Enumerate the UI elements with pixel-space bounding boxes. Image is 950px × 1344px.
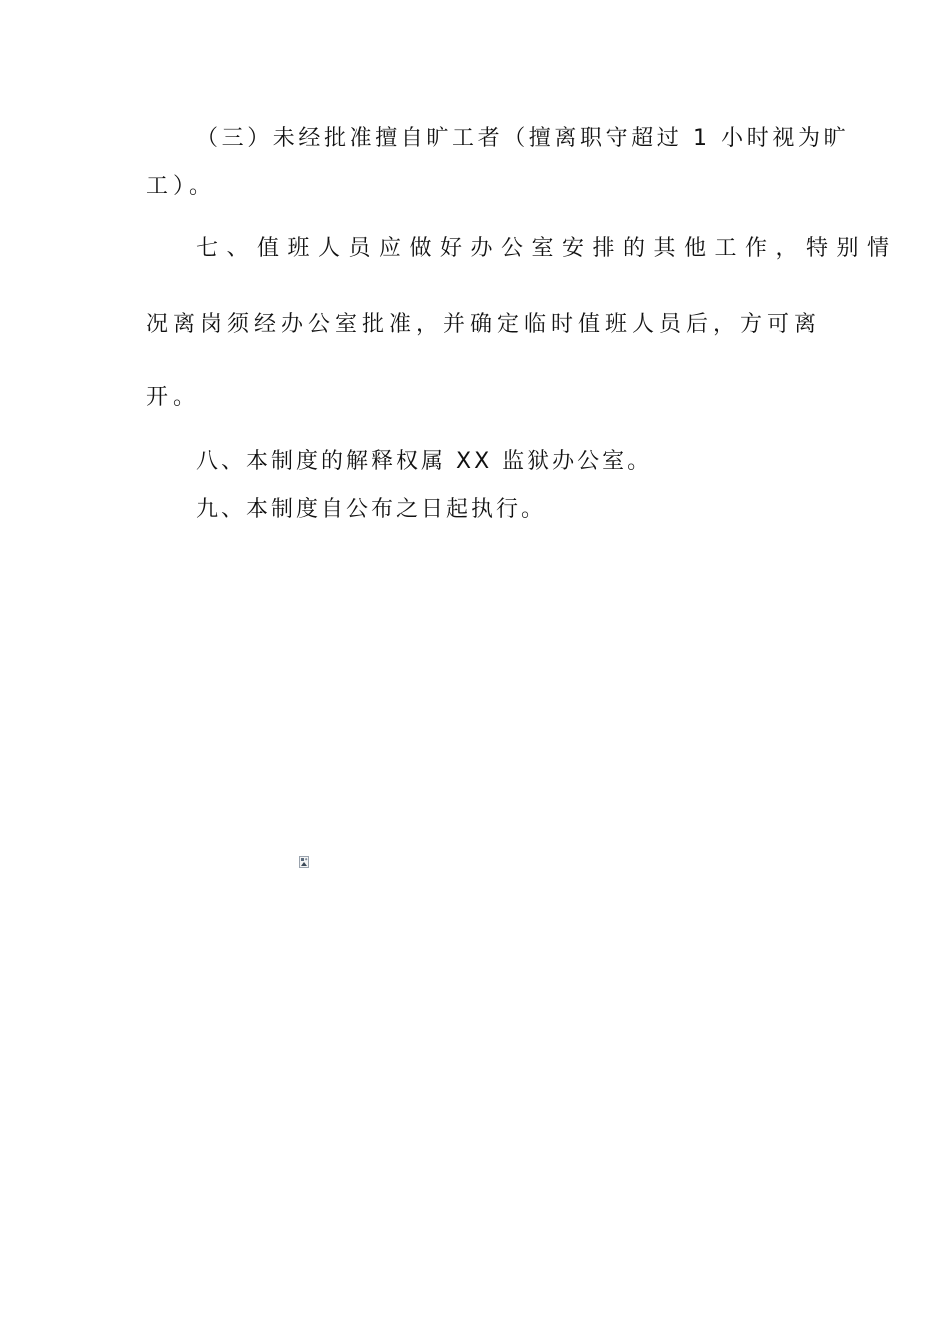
paragraph-7-line-2: 况离岗须经办公室批准，并确定临时值班人员后，方可离 [146, 312, 822, 337]
paragraph-3-line-2: 工）。 [146, 174, 217, 199]
paragraph-9: 九、本制度自公布之日起执行。 [196, 497, 547, 522]
paragraph-8: 八、本制度的解释权属 XX 监狱办公室。 [196, 449, 653, 474]
paragraph-7-line-1: 七、值班人员应做好办公室安排的其他工作，特别情 [196, 236, 898, 261]
paragraph-7-line-3: 开。 [146, 385, 201, 410]
paragraph-3-line-1: （三）未经批准擅自旷工者（擅离职守超过 1 小时视为旷 [196, 126, 850, 151]
small-image-icon [299, 856, 309, 868]
